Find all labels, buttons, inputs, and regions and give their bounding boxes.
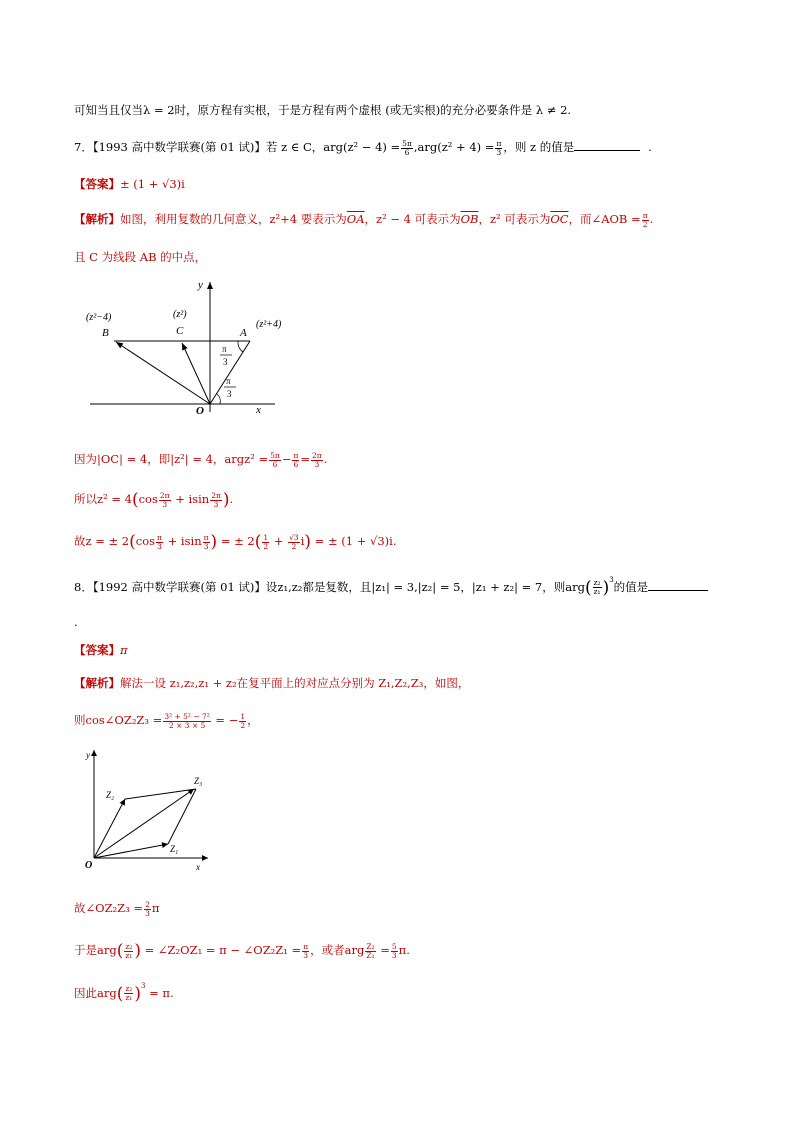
label-a: A (240, 327, 247, 339)
fraction: $\frac{√3}{2}$ (289, 532, 299, 551)
equals: = (300, 452, 311, 466)
vector-ob: $\overline{OB}$ (460, 212, 479, 226)
paragraph-text: 故∠OZ₂Z₃ = (74, 901, 144, 915)
angle-arc-top (238, 341, 243, 352)
label-z2: Z₂ (106, 790, 115, 800)
result-text: = ± (1 + √3)i. (311, 534, 397, 548)
vector-oz1 (94, 844, 168, 858)
solution-text-mid3: ，而∠AOB = (568, 212, 641, 226)
period: . (229, 492, 234, 506)
label-y: y (198, 279, 203, 291)
text-line-midpoint (74, 249, 206, 265)
pi-text: π. (398, 943, 410, 957)
text-line-so: 所以z² = 4(cos $\frac{2\pi}{3}$ + isin $\frac{2\pi}{3}$ ). (74, 490, 234, 510)
paragraph-text: 且 C 为线段 AB 的中点， (74, 250, 207, 264)
solution-tag: 【解析】 (74, 676, 120, 690)
equals: = (376, 943, 390, 957)
result-text: = π. (145, 985, 174, 1000)
text-line-because (74, 451, 327, 469)
label-z1: Z₁ (170, 844, 179, 854)
label-o: O (196, 405, 204, 417)
minus: − (281, 452, 292, 466)
paragraph-text: 可知当且仅当λ = 2时，原方程有实根，于是方程有两个虚根 (或无实根)的充分必要条件是 λ ≠ 2. (74, 103, 572, 117)
period: . (74, 615, 78, 629)
period: . (648, 140, 652, 154)
answer-8 (74, 642, 128, 658)
question-source: 【1993 高中数学联赛(第 01 试)】 (92, 140, 266, 154)
angle-arc-bottom (217, 394, 220, 404)
vector-oc: $\overline{OC}$ (550, 212, 569, 226)
paragraph-text: 则cos∠OZ₂Z₃ = (74, 713, 163, 727)
question-text-b: ,arg(z² + 4) = (413, 140, 495, 154)
fraction: $\frac{5}{3}$ (391, 941, 397, 960)
question-text-c: ，则 z 的值是 (503, 140, 575, 154)
vector-oa: $\overline{OA}$ (346, 212, 365, 226)
solution-7 (74, 211, 653, 229)
answer-tag: 【答案】 (74, 643, 120, 657)
question-number: 7． (74, 140, 93, 154)
fraction: $\frac{5\pi}{6}$ (270, 450, 280, 469)
solution-tag: 【解析】 (74, 212, 120, 226)
paragraph-text: 因为|OC| = 4，即|z²| = 4，argz² = (74, 452, 269, 466)
exponent: 3 (609, 576, 614, 584)
comma: ， (247, 713, 259, 727)
solution-text: 解法一设 z₁,z₂,z₁ + z₂在复平面上的对应点分别为 Z₁,Z₂,Z₃，如图， (120, 676, 470, 690)
period: . (323, 452, 328, 466)
question-text-b: 的值是 (613, 579, 649, 594)
angle-top-den: 3 (223, 357, 228, 367)
plus: + (270, 534, 288, 548)
fraction: $\frac{\pi}{3}$ (303, 941, 309, 960)
fraction: $\frac{\pi}{3}$ (157, 532, 162, 551)
text-line-conclusion (74, 102, 571, 118)
fraction: $\frac{\text{Z₂}}{\text{Z₁}}$ (366, 941, 375, 960)
fraction: $\frac{2\pi}{3}$ (159, 490, 170, 509)
angle-bottom-den: 3 (227, 389, 232, 399)
answer-tag: 【答案】 (74, 177, 120, 191)
fraction: $\frac{5\pi}{6}$ (402, 138, 412, 157)
fraction: $\frac{\text{3² + 5² − 7²}}{2 \times 3 \times 5}$ (164, 711, 210, 730)
question-8-dot (74, 614, 78, 630)
question-number: 8． (74, 579, 93, 594)
cos-text: cos (135, 534, 156, 548)
label-x: x (196, 862, 200, 871)
question-text: 若 z ∈ C，arg(z² − 4) = (265, 140, 401, 154)
segment-z2z3 (125, 789, 196, 799)
label-z3: Z₃ (194, 776, 203, 786)
label-x: x (256, 404, 261, 416)
text-line-thus: 故z = ± 2(cos $\frac{\pi}{3}$ + isin $\frac{\pi}{3}$ ) = ± 2( $\frac{1}{2}$ + $\frac{√3}{2}$ i) = ± (1 + √3)i. (74, 532, 397, 552)
fraction: $\frac{2\pi}{3}$ (211, 490, 221, 509)
fraction: $\frac{2}{3}$ (145, 899, 150, 918)
period: . (649, 212, 654, 226)
equals-text: = ± 2 (217, 534, 255, 548)
solution-text-mid1: ，z² − 4 可表示为 (364, 212, 461, 226)
fraction: $\frac{\text{z₂}}{\text{z₁}}$ (125, 984, 133, 1003)
fraction: $\frac{\pi}{6}$ (293, 450, 299, 469)
label-z2minus4: (z²−4) (86, 312, 112, 323)
question-text: 设z₁,z₂都是复数，且|z₁| = 3,|z₂| = 5，|z₁ + z₂| = 7，则arg (265, 579, 585, 594)
label-c: C (176, 325, 184, 337)
angle-bottom-num: π (226, 376, 231, 386)
paragraph-text: 所以z² = 4 (74, 492, 132, 506)
text-line-angle (74, 900, 159, 918)
isin-text: + isin (163, 534, 202, 548)
question-source: 【1992 高中数学联赛(第 01 试)】 (92, 579, 266, 594)
paragraph-text: 因此arg (74, 985, 117, 1000)
question-7 (74, 139, 652, 157)
figure-1-diagram (80, 272, 320, 422)
fraction: $\frac{1}{2}$ (263, 532, 269, 551)
answer-blank (574, 140, 640, 151)
label-y: y (86, 750, 90, 760)
solution-text: 如图，利用复数的几何意义，z²+4 要表示为 (120, 212, 347, 226)
then-text-c: ，或者arg (310, 943, 365, 957)
label-z2plus4: (z²+4) (256, 319, 282, 330)
label-b: B (102, 327, 109, 339)
fraction: $\frac{\text{z₂}}{\text{z₁}}$ (593, 578, 601, 597)
label-z2: (z²) (173, 309, 187, 320)
answer-value: π (120, 643, 128, 657)
fraction: $\frac{2\pi}{3}$ (312, 450, 322, 469)
angle-top-num: π (222, 344, 227, 354)
answer-blank (648, 580, 708, 591)
solution-8 (74, 675, 469, 691)
text-line-then: 于是arg( $\frac{\text{z₂}}{\text{z₁}}$ ) = ∠Z₂OZ₁ = π − ∠OZ₂Z₁ = $\frac{\pi}{3}$ ，或者arg $\frac{\text{Z₂}}{\text{Z₁}}$ = $\frac{5}{3}$ π. (74, 941, 410, 961)
equals-text: = − (211, 713, 239, 727)
paragraph-text: 故z = ± 2 (74, 534, 130, 548)
fraction: $\frac{\pi}{3}$ (496, 138, 502, 157)
solution-text-mid2: ，z² 可表示为 (478, 212, 551, 226)
exponent: 3 (140, 982, 146, 990)
answer-value: ± (1 + √3)i (120, 177, 185, 191)
pi-text: π (151, 901, 160, 915)
cos-text: cos (138, 492, 158, 506)
answer-7 (74, 176, 185, 192)
fraction: $\frac{\pi}{2}$ (642, 210, 648, 229)
label-o: O (85, 860, 93, 871)
figure-2-diagram (84, 746, 214, 871)
fraction: $\frac{\pi}{3}$ (203, 532, 209, 551)
isin-text: + isin (171, 492, 210, 506)
paragraph-text: 于是arg (74, 943, 117, 957)
then-text-b: = ∠Z₂OZ₁ = π − ∠OZ₂Z₁ = (140, 943, 302, 957)
fraction: $\frac{\text{z₂}}{\text{z₁}}$ (125, 941, 133, 960)
text-line-hence: 因此arg( $\frac{\text{z₂}}{\text{z₁}}$ )$^3$ = π. (74, 982, 174, 1004)
imag-unit: i (300, 534, 305, 548)
fraction: $\frac{1}{2}$ (240, 711, 246, 730)
question-8: 8．【1992 高中数学联赛(第 01 试)】设z₁,z₂都是复数，且|z₁| = 3,|z₂| = 5，|z₁ + z₂| = 7，则arg( $\frac{\text{z₂}}{\text{z₁}}$ )$^3$的值是 (74, 576, 708, 596)
text-line-cos (74, 712, 259, 730)
vector-oz2 (94, 799, 125, 858)
